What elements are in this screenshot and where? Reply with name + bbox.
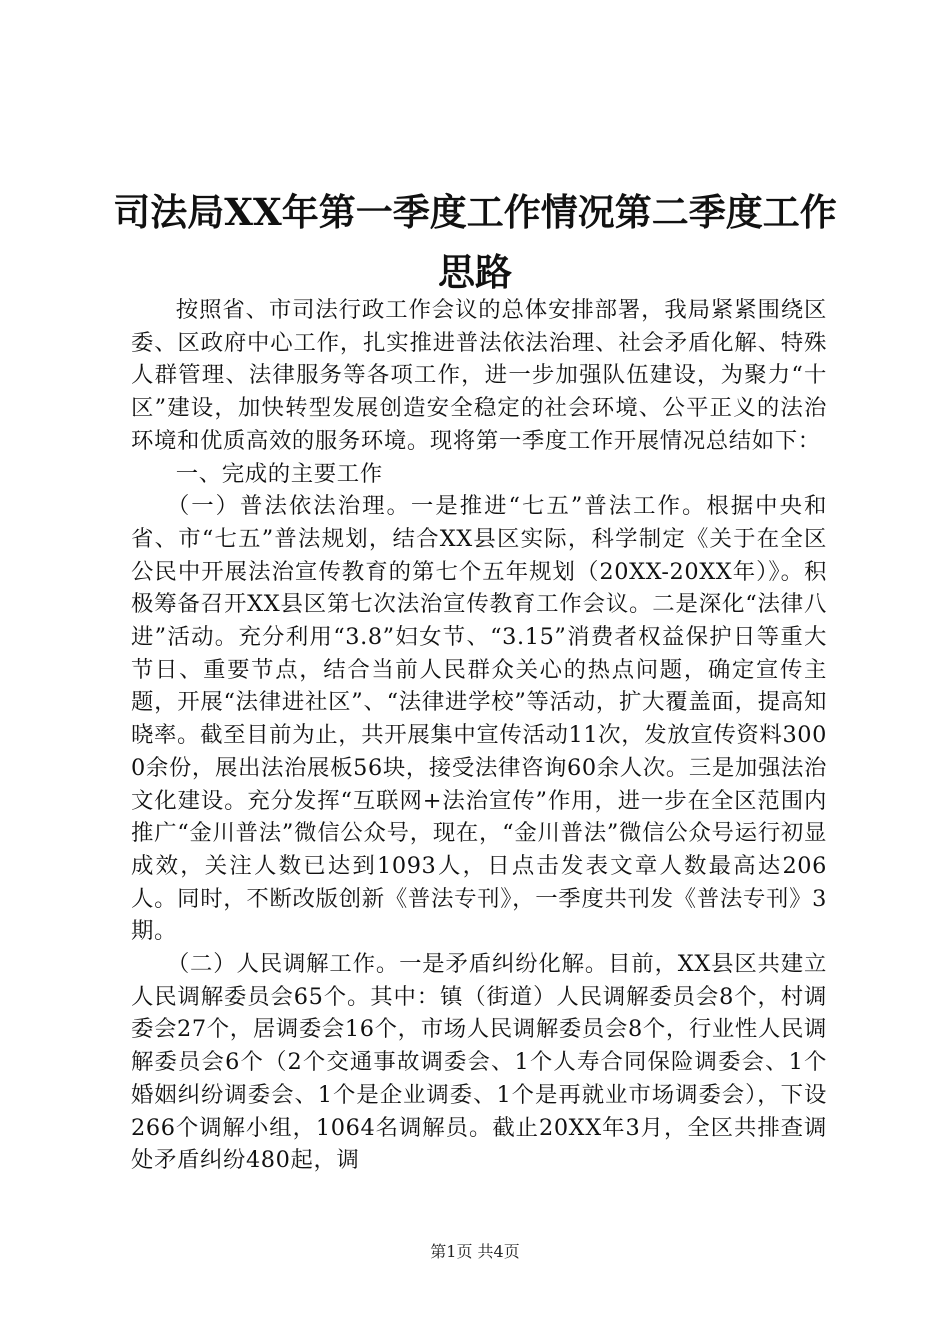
page-number: 第1页 共4页 [430,1242,520,1261]
intro-paragraph: 按照省、市司法行政工作会议的总体安排部署，我局紧紧围绕区委、区政府中心工作，扎实推进普法依法治理、社会矛盾化解、特殊人群管理、法律服务等各项工作，进一步加强队伍建设，为聚力“十区”建设，加快转型发展创造安全稳定的社会环境、公平正义的法治环境和优质高效的服务环境。现将第一季度工作开展情况总结如下： [131,297,827,454]
subsection-paragraph: （一）普法依法治理。一是推进“七五”普法工作。根据中央和省、市“七五”普法规划，结合XX县区实际，科学制定《关于在全区公民中开展法治宣传教育的第七个五年规划（20XX-20XX年）》。积极筹备召开XX县区第七次法治宣传教育工作会议。二是深化“法律八进”活动。充分利用“3.8”妇女节、“3.15”消费者权益保护日等重大节日、重要节点，结合当前人民群众关心的热点问题，确定宣传主题，开展“法律进社区”、“法律进学校”等活动，扩大覆盖面，提高知晓率。截至目前为止，共开展集中宣传活动11次，发放宣传资料3000余份，展出法治展板56块，接受法律咨询60余人次。三是加强法治文化建设。充分发挥“互联网+法治宣传”作用，进一步在全区范围内推广“金川普法”微信公众号，现在，“金川普法”微信公众号运行初显成效，关注人数已达到1093人，日点击发表文章人数最高达206人。同时，不断改版创新《普法专刊》，一季度共刊发《普法专刊》3期。 [131,493,827,945]
document-title: 司法局XX年第一季度工作情况第二季度工作思路 [113,190,837,294]
document-body [131,294,827,1177]
section-heading: 一、完成的主要工作 [175,460,383,487]
subsection-paragraph: （二）人民调解工作。一是矛盾纠纷化解。目前，XX县区共建立人民调解委员会65个。其中：镇（街道）人民调解委员会8个，村调委会27个，居调委会16个，市场人民调解委员会8个，行业性人民调解委员会6个（2个交通事故调委会、1个人寿合同保险调委会、1个婚姻纠纷调委会、1个是企业调委、1个是再就业市场调委会），下设266个调解小组，1064名调解员。截止20XX年3月，全区共排查调处矛盾纠纷480起，调 [131,951,827,1174]
